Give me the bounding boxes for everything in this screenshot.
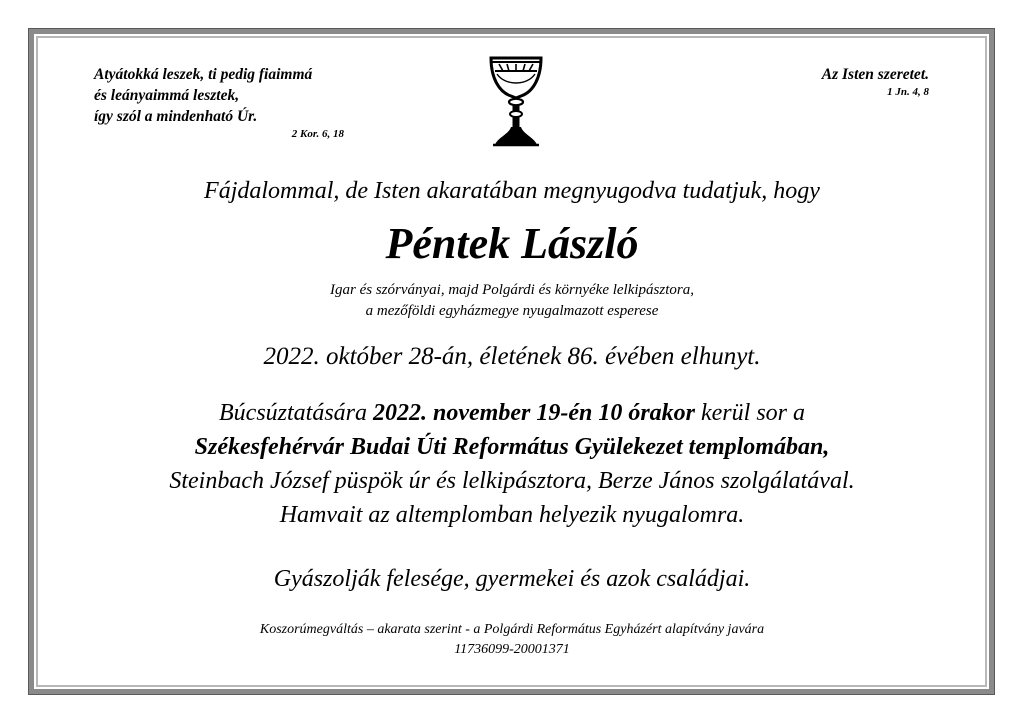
verse-left-line: Atyátokká leszek, ti pedig fiaimmá <box>94 66 313 83</box>
funeral-ashes: Hamvait az altemplomban helyezik nyugalomra. <box>279 502 745 528</box>
mourners-line: Gyászolják felesége, gyermekei és azok családjai. <box>273 566 751 592</box>
funeral-details <box>40 396 984 532</box>
footer-account-number: 11736099-20001371 <box>454 642 570 657</box>
role-line: a mezőföldi egyházmegye nyugalmazott esperese <box>365 303 659 319</box>
verse-left-reference: 2 Kor. 6, 18 <box>291 128 344 140</box>
footer-note <box>40 620 984 660</box>
funeral-date-time: 2022. november 19-én 10 órakor <box>373 400 695 426</box>
verse-left-line: és leányaimmá lesztek, <box>94 87 240 104</box>
funeral-prefix: Búcsúztatására <box>219 400 374 426</box>
funeral-officiants: Steinbach József püspök úr és lelkipásztora, Berze János szolgálatával. <box>169 468 855 494</box>
funeral-line-1 <box>40 396 984 430</box>
bible-verse-right <box>689 64 929 99</box>
verse-right-reference: 1 Jn. 4, 8 <box>887 86 929 98</box>
deceased-name: Péntek László <box>385 219 639 268</box>
funeral-location <box>40 430 984 464</box>
chalice-icon <box>487 54 545 150</box>
footer-line-1: Koszorúmegváltás – akarata szerint - a Polgárdi Református Egyházért alapítvány javára <box>259 622 765 637</box>
role-line: Igar és szórványai, majd Polgárdi és környéke lelkipásztora, <box>330 282 694 298</box>
funeral-location-text: Székesfehérvár Budai Úti Református Gyülekezet templomában, <box>194 434 830 460</box>
verse-right-text: Az Isten szeretet. <box>821 66 929 83</box>
verse-left-line: így szól a mindenható Úr. <box>94 108 258 125</box>
funeral-suffix: kerül sor a <box>695 400 805 426</box>
bible-verse-left <box>94 64 394 141</box>
death-notice: 2022. október 28-án, életének 86. évében elhunyt. <box>263 343 761 370</box>
roles-block <box>40 280 984 322</box>
intro-line: Fájdalommal, de Isten akaratában megnyugodva tudatjuk, hogy <box>204 178 820 204</box>
